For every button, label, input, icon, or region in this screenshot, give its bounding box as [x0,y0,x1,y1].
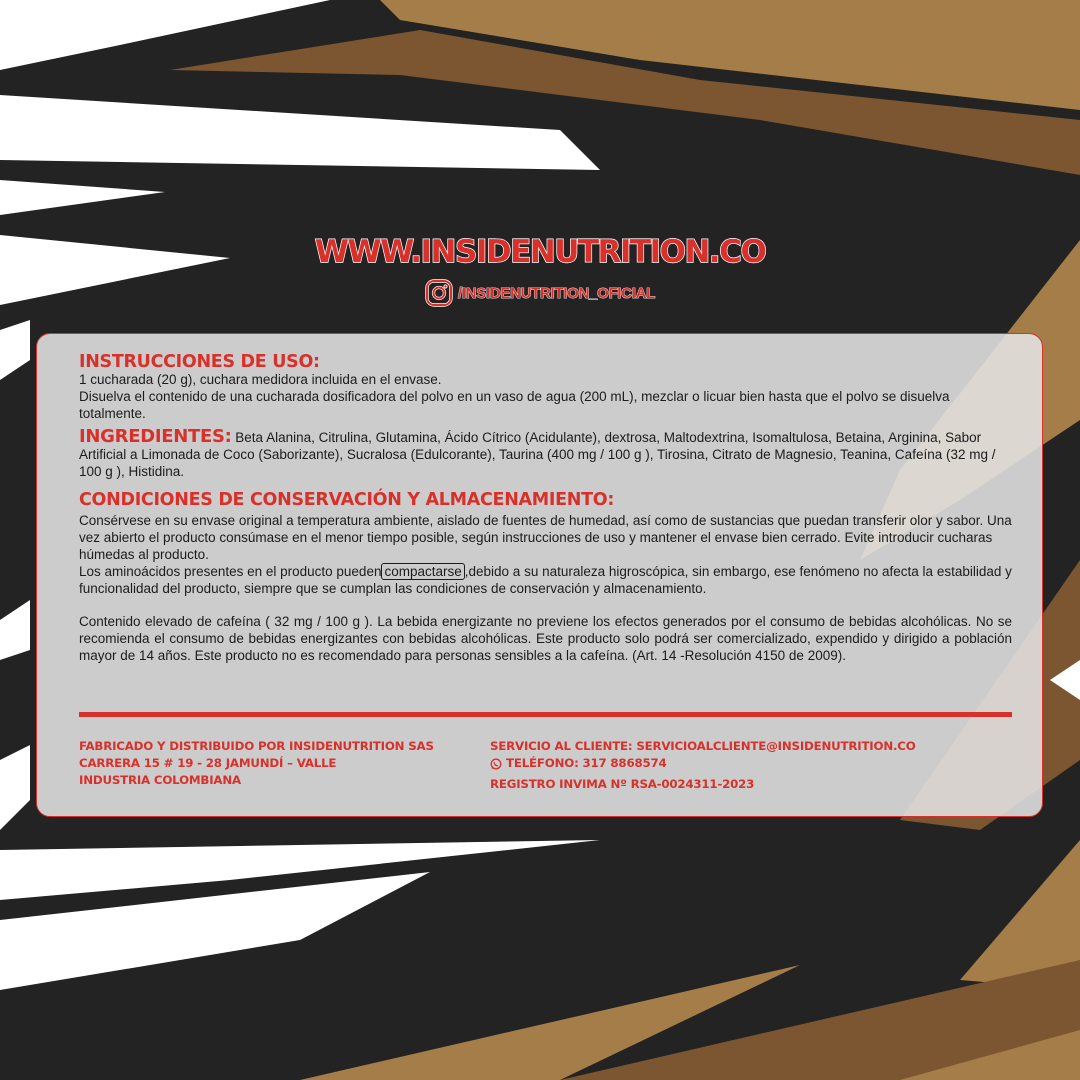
invima-registry: REGISTRO INVIMA Nº RSA-0024311-2023 [490,777,755,791]
conservation-paragraph-2 [79,563,1012,597]
customer-service-email[interactable]: SERVICIO AL CLIENTE: SERVICIOALCLIENTE@INSIDENUTRITION.CO [490,739,916,753]
website-url[interactable]: WWW.INSIDENUTRITION.CO [314,234,766,270]
ingredients-text: Beta Alanina, Citrulina, Glutamina, Ácido Cítrico (Acidulante), dextrosa, Maltodextrina, Isomaltulosa, Betaina, Arginina, Sabor Artificial a Limonada de Coco (Saborizante), Sucralosa (Edulcorante), Taurina (400 mg / 100 g ), Tirosina, Citrato de Magnesio, Teanina, Cafeína (32 mg / 100 g ), Histidina. [79,430,996,479]
instructions-title: INSTRUCCIONES DE USO: [79,352,320,372]
instagram-link[interactable] [0,279,1080,307]
instructions-line-2: Disuelva el contenido de una cucharada dosificadora del polvo en un vaso de agua (200 mL), mezclar o licuar bien hasta que el polvo se disuelva totalmente. [79,389,950,421]
instructions-section [79,354,1012,422]
conservation-section [79,492,1012,597]
divider-line [79,712,1012,717]
conservation-text-before: Los aminoácidos presentes en el producto pueden [79,564,382,579]
manufacturer-name: FABRICADO Y DISTRIBUIDO POR INSIDENUTRITION SAS [79,739,434,753]
conservation-title: CONDICIONES DE CONSERVACIÓN Y ALMACENAMIENTO: [79,490,615,510]
phone-line[interactable] [490,755,916,772]
conservation-paragraph-1: Consérvese en su envase original a temperatura ambiente, aislado de fuentes de humedad, así como de sustancias que puedan transferir olor y sabor. Una vez abierto el producto consúmase en el menor tiempo posible, según instrucciones de uso y mantener el envase bien cerrado. Evite introducir cucharas húmedas al producto. [79,513,1012,562]
instructions-line-1: 1 cucharada (20 g), cuchara medidora incluida en el envase. [79,372,442,387]
ingredients-section [79,428,1012,480]
info-content [79,354,1012,664]
instagram-handle: /INSIDENUTRITION_OFICIAL [458,284,655,302]
manufacturer-origin: INDUSTRIA COLOMBIANA [79,773,241,787]
whatsapp-icon [490,758,502,770]
instagram-icon [425,279,453,307]
conservation-text-after: ,debido a su naturaleza higroscópica, sin embargo, ese fenómeno no afecta la estabilidad y funcionalidad del producto, siempre que se cumplan las condiciones de conservación y almacenamiento. [79,564,1012,596]
compactarse-highlight: compactarse [381,563,464,580]
phone-number: TELÉFONO: 317 8868574 [506,756,667,770]
info-panel [36,333,1043,817]
caffeine-warning-section [79,613,1012,664]
ingredients-title: INGREDIENTES: [79,426,232,447]
manufacturer-address: CARRERA 15 # 19 - 28 JAMUNDÍ – VALLE [79,756,337,770]
caffeine-warning: Contenido elevado de cafeína ( 32 mg / 100 g ). La bebida energizante no previene los efectos generados por el consumo de bebidas alcohólicas. No se recomienda el consumo de bebidas energizantes con bebidas alcohólicas. Este producto solo podrá ser comercializado, expendido y dirigido a población mayor de 14 años. Este producto no es recomendado para personas sensibles a la cafeína. (Art. 14 -Resolución 4150 de 2009). [79,614,1012,663]
manufacturer-info [79,738,434,789]
contact-info [490,738,916,793]
